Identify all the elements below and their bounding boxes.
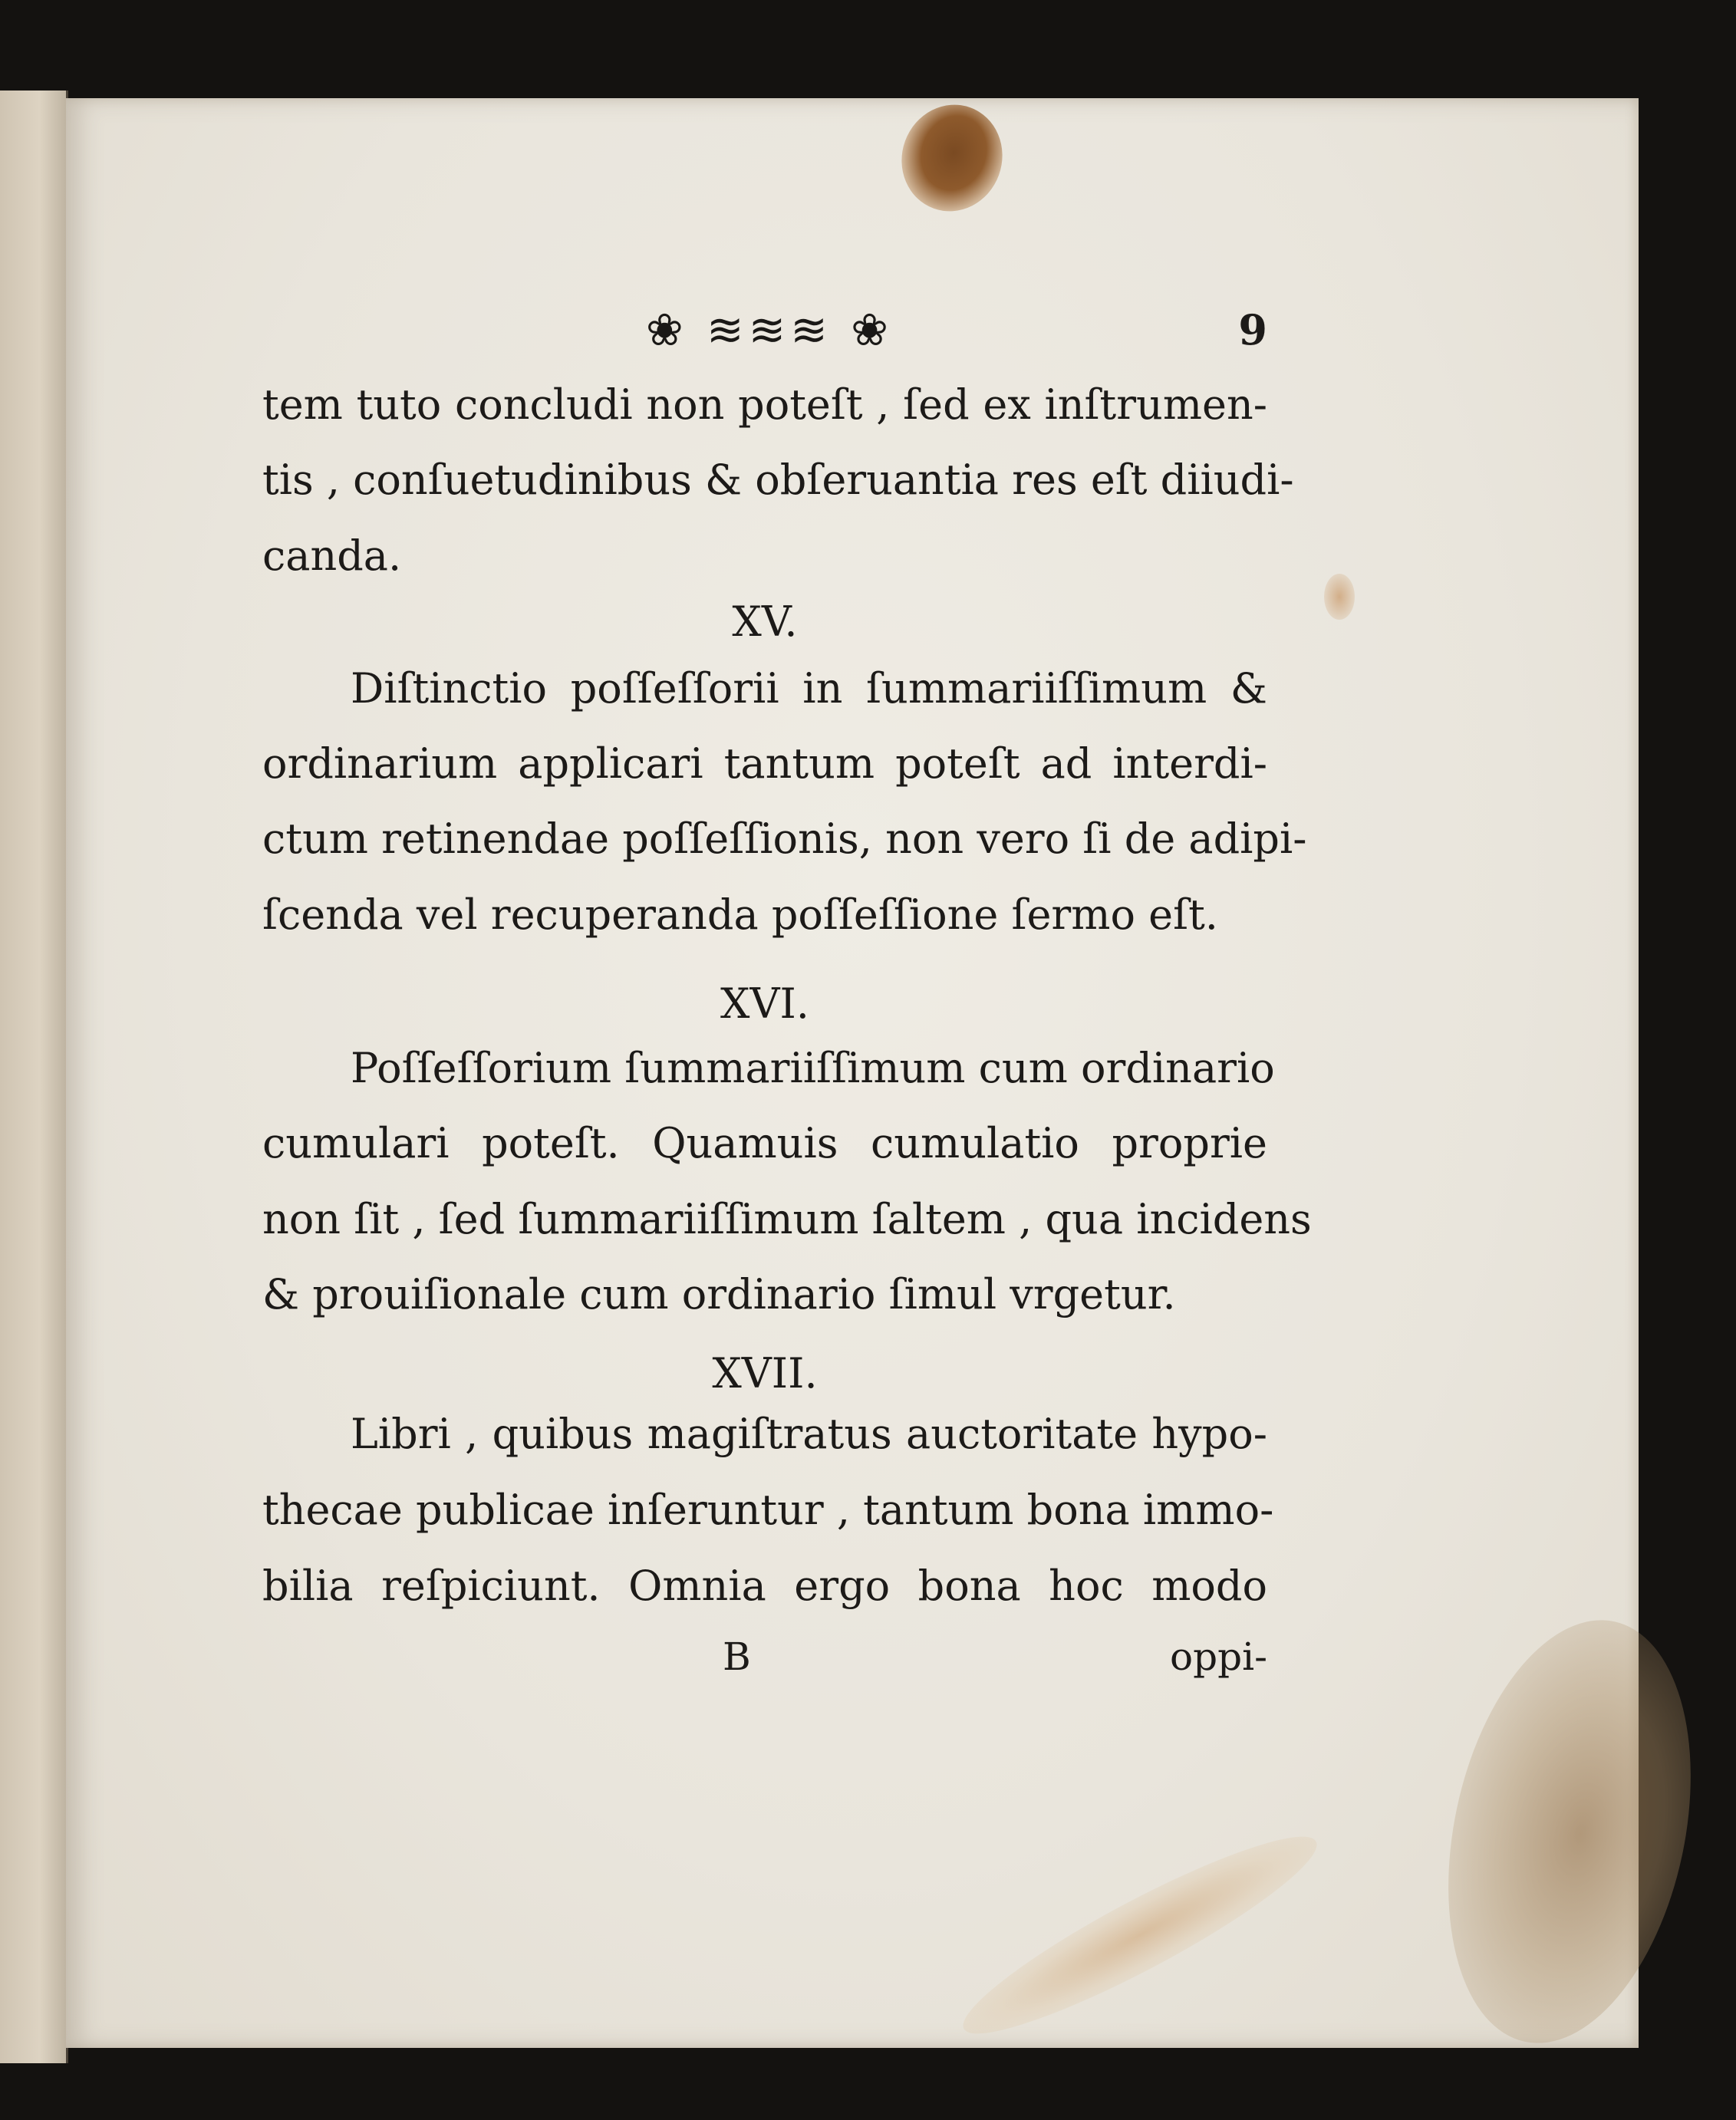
headpiece-ornament: ❀ ≋≋≋ ❀ (646, 304, 893, 356)
text-line: thecae publicae inſeruntur , tantum bona immo- (262, 1486, 1274, 1534)
text-line: cumulari poteſt. Quamuis cumulatio proprie (262, 1119, 1267, 1167)
text-line: canda. (262, 532, 402, 580)
text-line: ſcenda vel recuperanda poſſeſſione ſermo eſt. (262, 890, 1218, 939)
text-line: tis , conſuetudinibus & obſeruantia res eſt diiudi- (262, 456, 1294, 504)
book-page (66, 98, 1639, 2048)
page-number: 9 (1238, 305, 1267, 354)
running-head (262, 298, 1267, 374)
water-stain (1412, 1598, 1727, 2066)
section-numeral: XVI. (720, 979, 809, 1028)
foxing-stain (1324, 574, 1355, 620)
text-line: Libri , quibus magiſtratus auctoritate hypo- (351, 1410, 1267, 1458)
signature-mark: B (723, 1634, 751, 1679)
text-line: Poſſeſſorium ſummariiſſimum cum ordinario (351, 1044, 1275, 1092)
section-numeral: XV. (732, 597, 798, 646)
section-numeral: XVII. (712, 1349, 818, 1397)
text-line: tem tuto concludi non poteſt , ſed ex inſtrumen- (262, 380, 1267, 429)
previous-page-edge (0, 91, 68, 2063)
text-line: & prouiſionale cum ordinario ſimul vrgetur. (262, 1270, 1176, 1318)
catchword: oppi- (1169, 1634, 1267, 1679)
foxing-stain (887, 91, 1017, 225)
text-line: bilia reſpiciunt. Omnia ergo bona hoc modo (262, 1562, 1267, 1610)
text-line: non ſit , ſed ſummariiſſimum ſaltem , qua incidens (262, 1195, 1312, 1243)
page-footer (262, 1630, 1267, 1684)
text-line: ctum retinendae poſſeſſionis, non vero ſi de adipi- (262, 815, 1307, 863)
water-stain (947, 1811, 1332, 2059)
text-line: ordinarium applicari tantum poteſt ad interdi- (262, 739, 1267, 788)
text-line: Diſtinctio poſſeſſorii in ſummariiſſimum & (351, 664, 1267, 713)
